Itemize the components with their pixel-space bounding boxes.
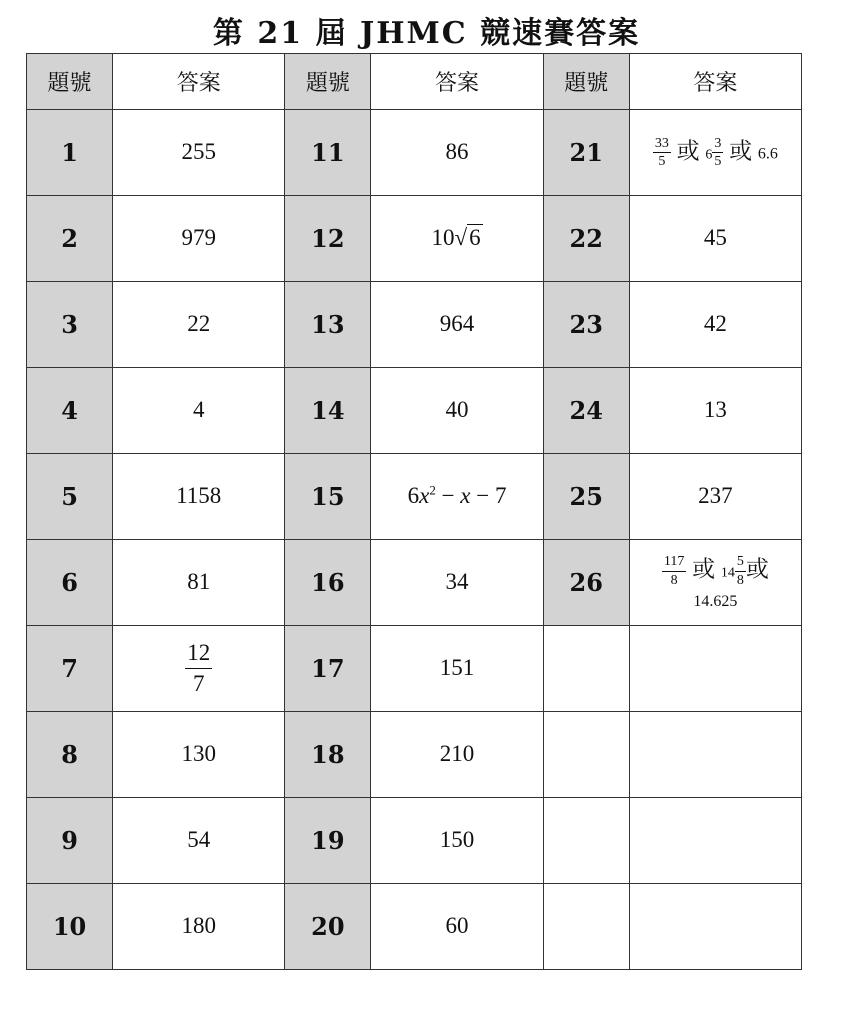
answer-cell: 42: [629, 282, 801, 368]
answer-cell: 40: [371, 368, 543, 454]
question-number: 19: [285, 798, 371, 884]
table-row: [27, 110, 802, 196]
question-number: 7: [27, 626, 113, 712]
empty-cell: [629, 798, 801, 884]
answer-cell: 151: [371, 626, 543, 712]
answer-cell: 1158: [113, 454, 285, 540]
answer-cell: 150: [371, 798, 543, 884]
question-number: 13: [285, 282, 371, 368]
answer-cell: 180: [113, 884, 285, 970]
table-row: [27, 196, 802, 282]
answer-cell: 964: [371, 282, 543, 368]
answer-cell: 60: [371, 884, 543, 970]
header-question: 題號: [543, 54, 629, 110]
empty-cell: [629, 884, 801, 970]
empty-cell: [543, 884, 629, 970]
table-row: [27, 282, 802, 368]
header-answer: 答案: [371, 54, 543, 110]
empty-cell: [543, 712, 629, 798]
table-row: [27, 540, 802, 626]
question-number: 22: [543, 196, 629, 282]
question-number: 15: [285, 454, 371, 540]
header-row: [27, 54, 802, 110]
answer-cell: 86: [371, 110, 543, 196]
answer-cell: 22: [113, 282, 285, 368]
question-number: 14: [285, 368, 371, 454]
answer-cell: 81: [113, 540, 285, 626]
table-row: [27, 454, 802, 540]
answer-cell: 13: [629, 368, 801, 454]
answer-cell: 255: [113, 110, 285, 196]
question-number: 4: [27, 368, 113, 454]
table-row: [27, 798, 802, 884]
answer-cell-q7: [113, 626, 285, 712]
answer-table: [26, 53, 802, 970]
question-number: 26: [543, 540, 629, 626]
header-answer: 答案: [113, 54, 285, 110]
question-number: 5: [27, 454, 113, 540]
question-number: 21: [543, 110, 629, 196]
question-number: 20: [285, 884, 371, 970]
answer-cell: 34: [371, 540, 543, 626]
question-number: 25: [543, 454, 629, 540]
answer-cell-q12: 10√6: [371, 196, 543, 282]
fraction: $\frac{3}{5}$: [714, 135, 722, 169]
empty-cell: [629, 712, 801, 798]
header-question: 題號: [285, 54, 371, 110]
question-number: 18: [285, 712, 371, 798]
header-answer: 答案: [629, 54, 801, 110]
empty-cell: [543, 798, 629, 884]
question-number: 3: [27, 282, 113, 368]
header-question: 題號: [27, 54, 113, 110]
question-number: 24: [543, 368, 629, 454]
fraction: $\frac{117}{8}$: [663, 554, 685, 588]
sqrt-icon: √: [454, 225, 468, 251]
answer-cell: 130: [113, 712, 285, 798]
question-number: 6: [27, 540, 113, 626]
answer-cell-q15: $6x^2 - x - 7$: [371, 454, 543, 540]
answer-cell: 4: [113, 368, 285, 454]
question-number: 10: [27, 884, 113, 970]
question-number: 16: [285, 540, 371, 626]
answer-cell-q21: $\frac{33}{5}$ 或 6 $\frac{3}{5}$ 或 6.6: [629, 110, 801, 196]
question-number: 1: [27, 110, 113, 196]
question-number: 9: [27, 798, 113, 884]
answer-cell-q26: $\frac{117}{8}$ 或 14 $\frac{5}{8}$ 或 14.625: [629, 540, 801, 626]
empty-cell: [629, 626, 801, 712]
answer-cell: 210: [371, 712, 543, 798]
question-number: 8: [27, 712, 113, 798]
table-row: [27, 884, 802, 970]
empty-cell: [543, 626, 629, 712]
table-row: [27, 712, 802, 798]
question-number: 12: [285, 196, 371, 282]
answer-cell: 45: [629, 196, 801, 282]
fraction: $\frac{33}{5}$: [654, 135, 669, 169]
fraction: $\frac{12}{7}$: [187, 640, 211, 696]
answer-cell: 54: [113, 798, 285, 884]
answer-cell: 979: [113, 196, 285, 282]
answer-cell: 237: [629, 454, 801, 540]
question-number: 11: [285, 110, 371, 196]
table-row: [27, 626, 802, 712]
question-number: 23: [543, 282, 629, 368]
fraction: $\frac{5}{8}$: [736, 554, 744, 588]
question-number: 17: [285, 626, 371, 712]
table-row: [27, 368, 802, 454]
question-number: 2: [27, 196, 113, 282]
page-title: 第 21 屆 JHMC 競速賽答案: [212, 16, 641, 51]
